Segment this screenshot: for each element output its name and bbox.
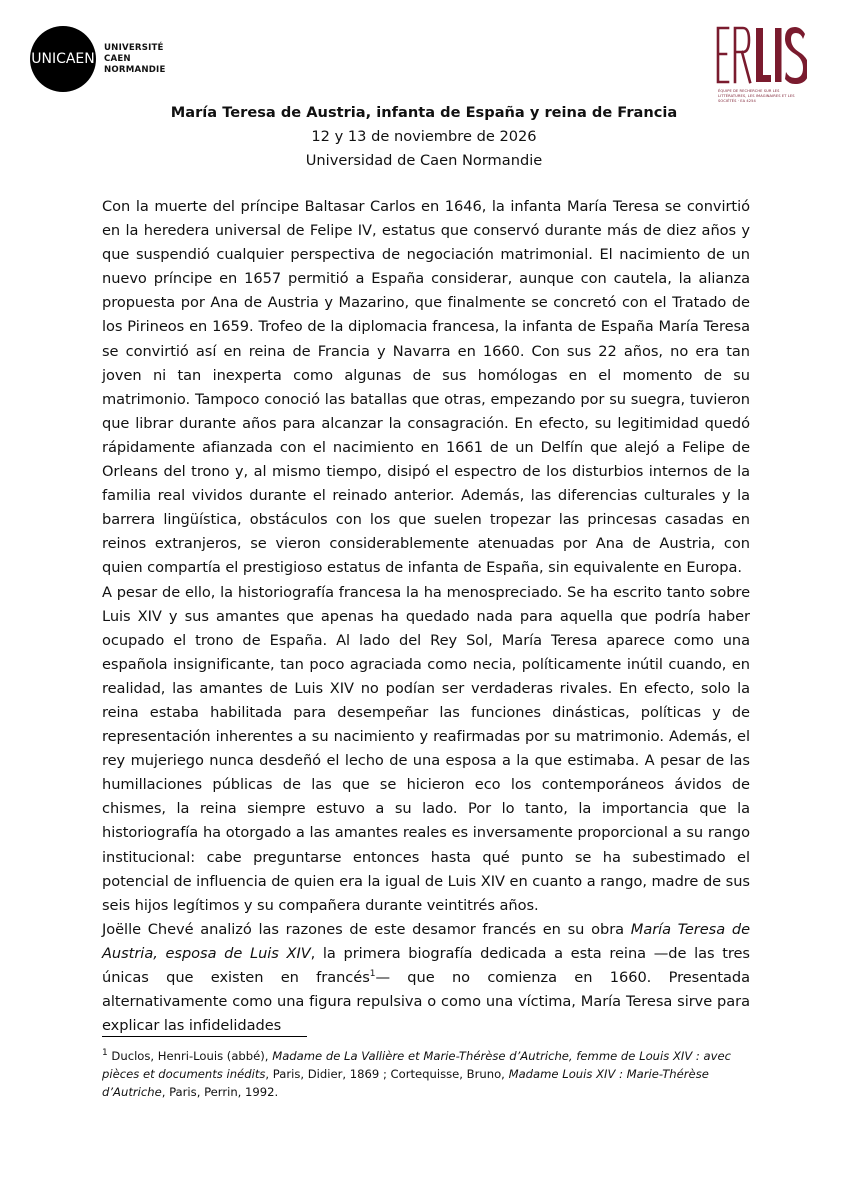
footnote-work-title: Madame de La Vallière et Marie-Thérèse d’Autriche, femme de Louis XIV : avec pièces et documents inédits xyxy=(102,1049,731,1081)
erlis-wordmark xyxy=(715,24,807,86)
footnote-marker: 1 xyxy=(102,1048,108,1059)
event-title: María Teresa de Austria, infanta de España y reina de Francia xyxy=(170,104,678,121)
paragraph-3-text: — que no comienza en 1660. Presentada alternativamente como una figura repulsiva o como una víctima, María Teresa sirve para explicar las infidelidades xyxy=(102,969,750,1035)
unicaen-logo-mark: UNICAEN xyxy=(31,51,95,67)
footnote-text: Duclos, Henri-Louis (abbé), xyxy=(107,1049,273,1063)
unicaen-logo-line: CAEN xyxy=(104,54,131,64)
unicaen-logo-line: NORMANDIE xyxy=(104,65,166,75)
erlis-logo xyxy=(700,18,820,103)
body-text xyxy=(102,195,750,1038)
unicaen-logo xyxy=(30,26,200,94)
book-title: María Teresa de Austria, esposa de Luis XIV xyxy=(102,920,750,962)
footnote-text: , Paris, Didier, 1869 ; Cortequisse, Bruno, xyxy=(265,1067,509,1081)
footnote-separator xyxy=(102,1036,307,1037)
footnote xyxy=(102,1047,742,1101)
paragraph-3-text: Joëlle Chevé analizó las razones de este desamor francés en su obra xyxy=(102,920,631,938)
erlis-tagline: ÉQUIPE DE RECHERCHE SUR LES LITTÉRATURES, LES IMAGINAIRES ET LES SOCIÉTÉS · EA 4254 xyxy=(718,89,795,103)
paragraph-2: A pesar de ello, la historiografía francesa la ha menospreciado. Se ha escrito tanto sobre Luis XIV y sus amantes que apenas ha quedado nada para aquella que podría haber ocupado el trono de España. Al lado del Rey Sol, María Teresa aparece como una española insignificante, tan poco agraciada como necia, políticamente inútil cuando, en realidad, las amantes de Luis XIV no podían ser verdaderas rivales. En efecto, solo la reina estaba habilitada para desempeñar las funciones dinásticas, políticas y de representación inherentes a su nacimiento y reafirmadas por su matrimonio. Además, el rey mujeriego nunca desdeñó el lecho de una esposa a la que estimaba. A pesar de las humillaciones públicas de las que se hicieron eco los contemporáneos ávidos de chismes, la reina siempre estuvo a su lado. Por lo tanto, la importancia que la historiografía ha otorgado a las amantes reales es inversamente proporcional a su rango institucional: cabe preguntarse entonces hasta qué punto se ha subestimado el potencial de influencia de quien era la igual de Luis XIV en cuanto a rango, madre de sus seis hijos legítimos y su compañera durante veintitrés años. xyxy=(102,583,750,914)
footnote-work-title: Madame Louis XIV : Marie-Thérèse d’Autriche xyxy=(102,1067,709,1099)
paragraph-3 xyxy=(102,918,750,1038)
event-header xyxy=(0,101,848,173)
footnote-text: , Paris, Perrin, 1992. xyxy=(161,1085,279,1099)
unicaen-logo-text xyxy=(104,43,166,76)
unicaen-logo-line: UNIVERSITÉ xyxy=(104,43,164,53)
event-dates: 12 y 13 de noviembre de 2026 xyxy=(311,128,537,145)
paragraph-1: Con la muerte del príncipe Baltasar Carlos en 1646, la infanta María Teresa se convirtió en la heredera universal de Felipe IV, estatus que conservó durante más de diez años y que suspendió cualquier perspectiva de negociación matrimonial. El nacimiento de un nuevo príncipe en 1657 permitió a España considerar, aunque con cautela, la alianza propuesta por Ana de Austria y Mazarino, que finalmente se concretó con el Tratado de los Pirineos en 1659. Trofeo de la diplomacia francesa, la infanta de España María Teresa se convirtió así en reina de Francia y Navarra en 1660. Con sus 22 años, no era tan joven ni tan inexperta como algunas de sus homólogas en el momento de su matrimonio. Tampoco conoció las batallas que otras, empezando por su suegra, tuvieron que librar durante años para alcanzar la consagración. En efecto, su legitimidad quedó rápidamente afianzada con el nacimiento en 1661 de un Delfín que alejó a Felipe de Orleans del trono y, al mismo tiempo, disipó el espectro de los disturbios internos de la familia real vividos durante el reinado anterior. Además, las diferencias culturales y la barrera lingüística, obstáculos con los que suelen tropezar las princesas casadas en reinos extranjeros, se vieron considerablemente atenuadas por Ana de Austria, con quien compartía el prestigioso estatus de infanta de España, sin equivalente en Europa. xyxy=(102,198,750,577)
paragraph-3-text: , la primera biografía dedicada a esta reina —de las tres únicas que existen en francés xyxy=(102,944,750,986)
footnote-reference[interactable]: 1 xyxy=(369,969,376,980)
event-venue: Universidad de Caen Normandie xyxy=(305,152,543,169)
